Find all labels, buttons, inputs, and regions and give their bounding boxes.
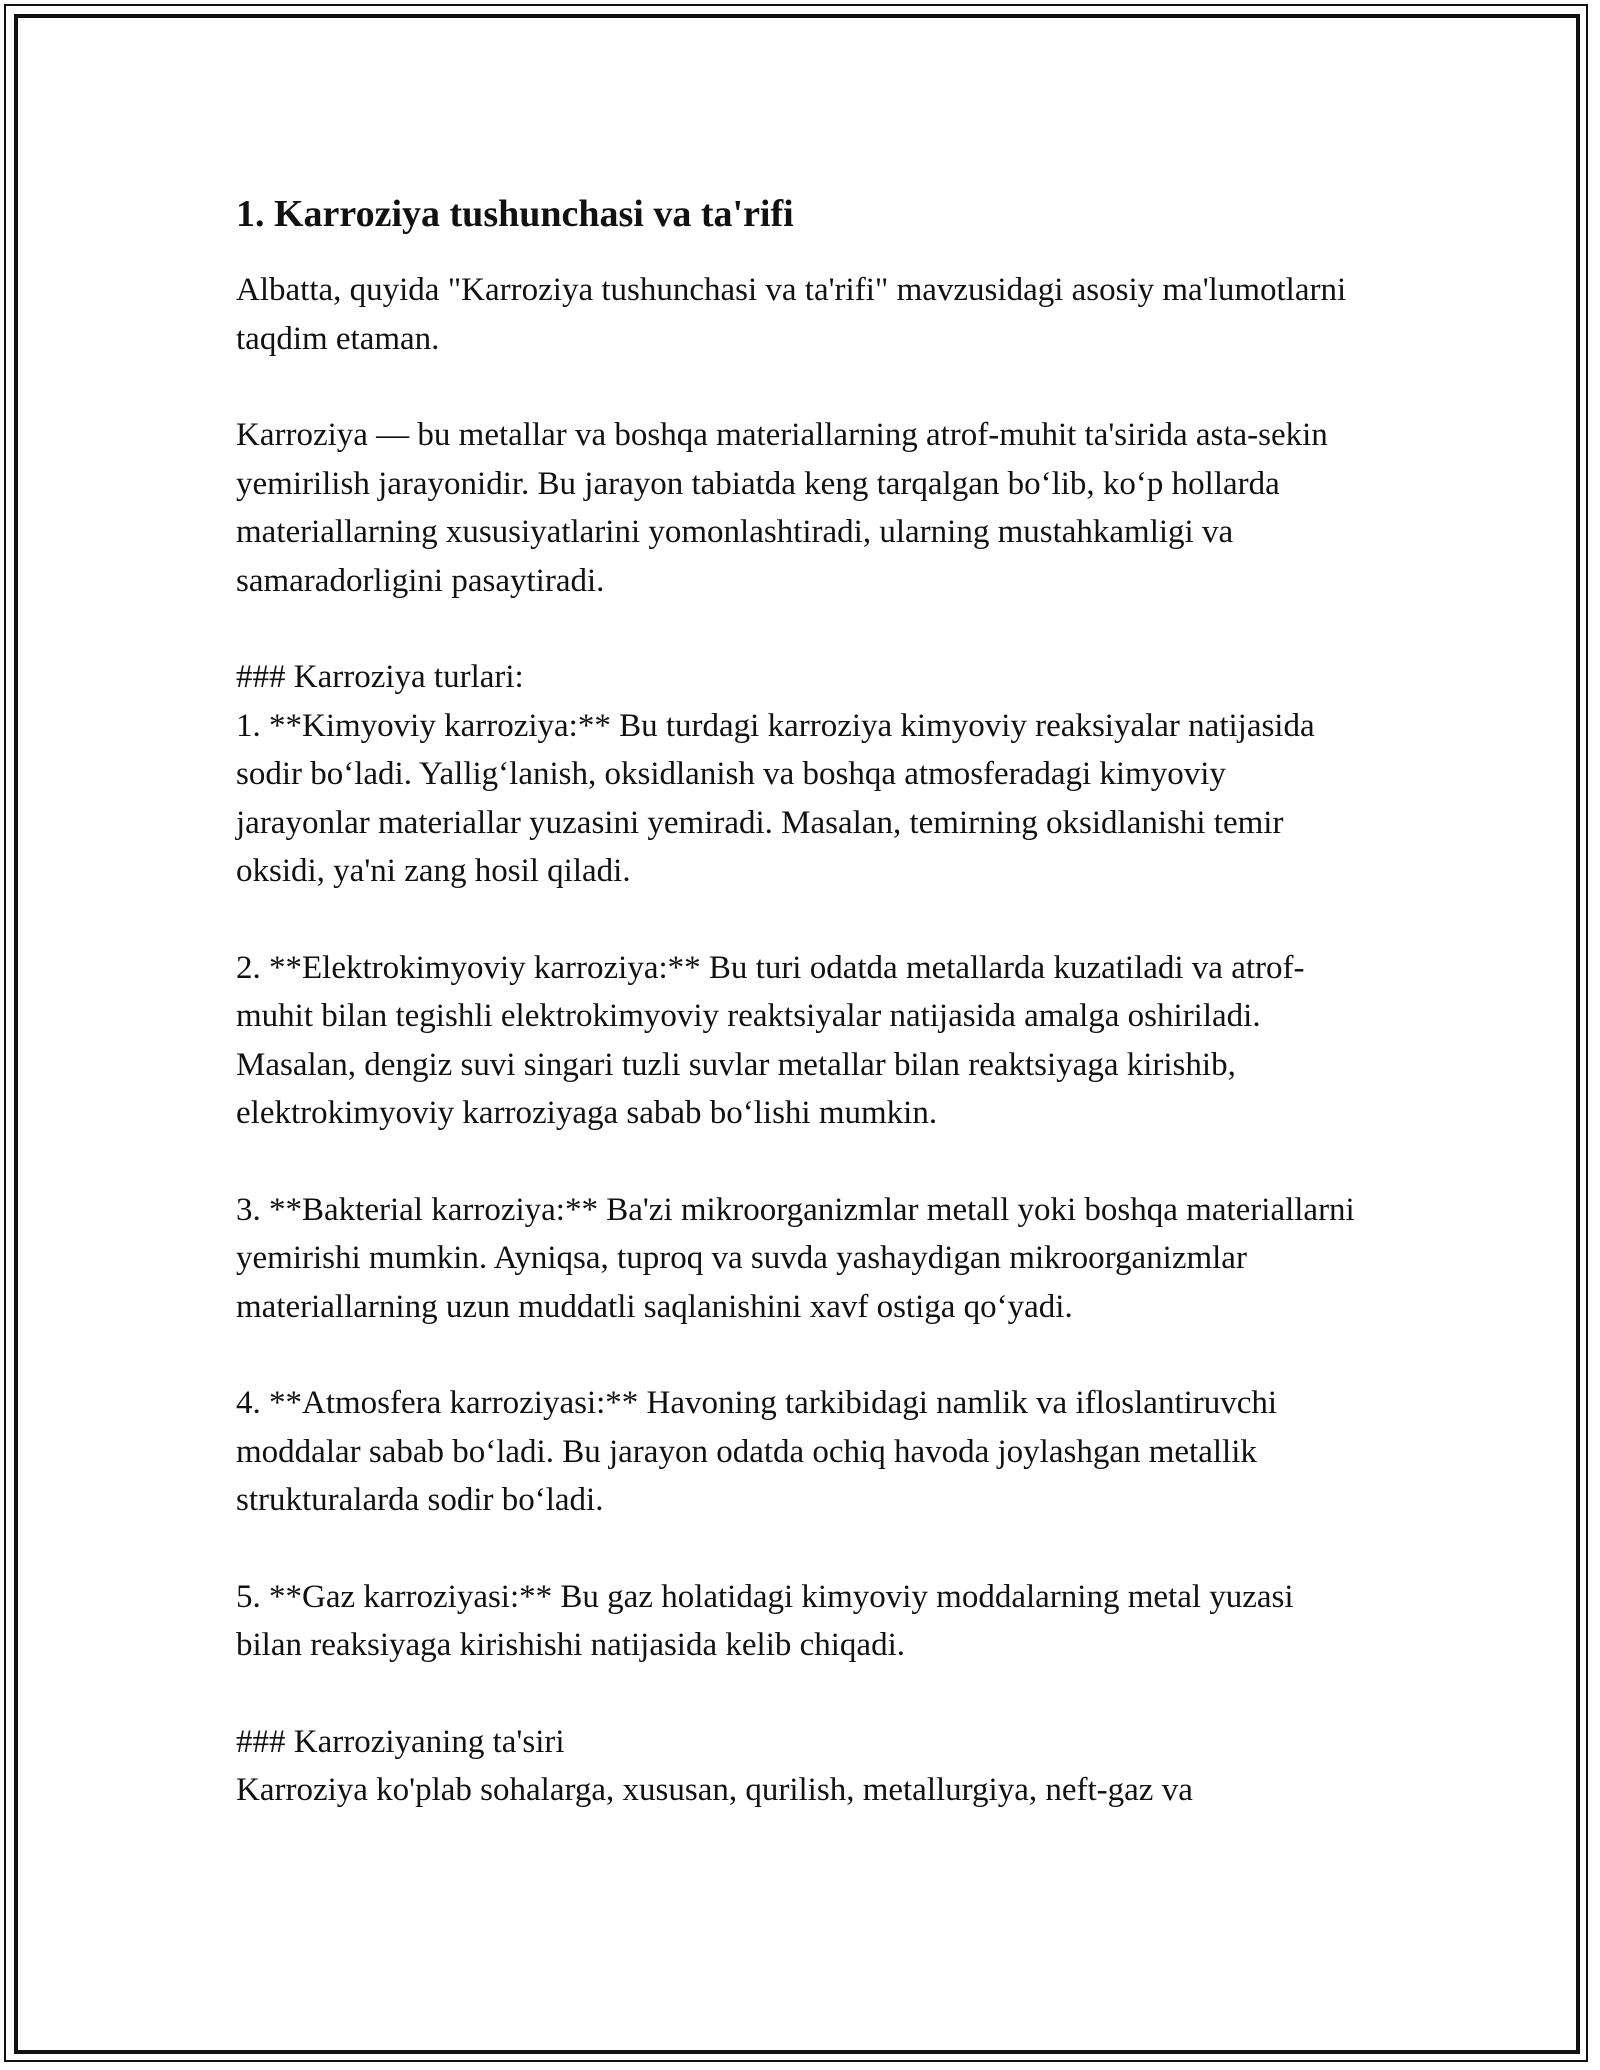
definition-paragraph: Karroziya — bu metallar va boshqa materiallarning atrof-muhit ta'sirida asta-sekin yemirilish jarayonidir. Bu jarayon tabiatda keng tarqalgan bo‘lib, ko‘p hollarda materiallarning xususiyatlarini yomonlashtiradi, ularning mustahkamligi va samaradorligini pasaytiradi. xyxy=(236,417,1328,599)
intro-paragraph: Albatta, quyida "Karroziya tushunchasi va ta'rifi" mavzusidagi asosiy ma'lumotlarni taqdim etaman. xyxy=(236,272,1347,357)
section-heading-types: ### Karroziya turlari: xyxy=(236,659,524,695)
list-item-gas: 5. **Gaz karroziyasi:** Bu gaz holatidagi kimyoviy moddalarning metal yuzasi bilan reaksiyaga kirishishi natijasida kelib chiqadi. xyxy=(236,1578,1294,1663)
page-title: 1. Karroziya tushunchasi va ta'rifi xyxy=(236,193,794,235)
effects-paragraph: Karroziya ko'plab sohalarga, xususan, qurilish, metallurgiya, neft-gaz va xyxy=(236,1772,1193,1808)
list-item-bacterial: 3. **Bakterial karroziya:** Ba'zi mikroorganizmlar metall yoki boshqa materiallarni yemirishi mumkin. Ayniqsa, tuproq va suvda yashaydigan mikroorganizmlar materiallarning uzun muddatli saqlanishini xavf ostiga qo‘yadi. xyxy=(236,1191,1355,1325)
document-body xyxy=(236,186,1366,1815)
section-heading-effects: ### Karroziyaning ta'siri xyxy=(236,1723,565,1760)
list-item-electrochemical: 2. **Elektrokimyoviy karroziya:** Bu turi odatda metallarda kuzatiladi va atrof-muhit bilan tegishli elektrokimyoviy reaktsiyalar natijasida amalga oshiriladi. Masalan, dengiz suvi singari tuzli suvlar metallar bilan reaktsiyaga kirishib, elektrokimyoviy karroziyaga sabab bo‘lishi mumkin. xyxy=(236,949,1305,1131)
list-item-atmospheric: 4. **Atmosfera karroziyasi:** Havoning tarkibidagi namlik va ifloslantiruvchi moddalar sabab bo‘ladi. Bu jarayon odatda ochiq havoda joylashgan metallik strukturalarda sodir bo‘ladi. xyxy=(236,1385,1278,1518)
list-item-chemical: 1. **Kimyoviy karroziya:** Bu turdagi karroziya kimyoviy reaksiyalar natijasida sodir bo‘ladi. Yallig‘lanish, oksidlanish va boshqa atmosferadagi kimyoviy jarayonlar materiallar yuzasini yemiradi. Masalan, temirning oksidlanishi temir oksidi, ya'ni zang hosil qiladi. xyxy=(236,707,1315,889)
